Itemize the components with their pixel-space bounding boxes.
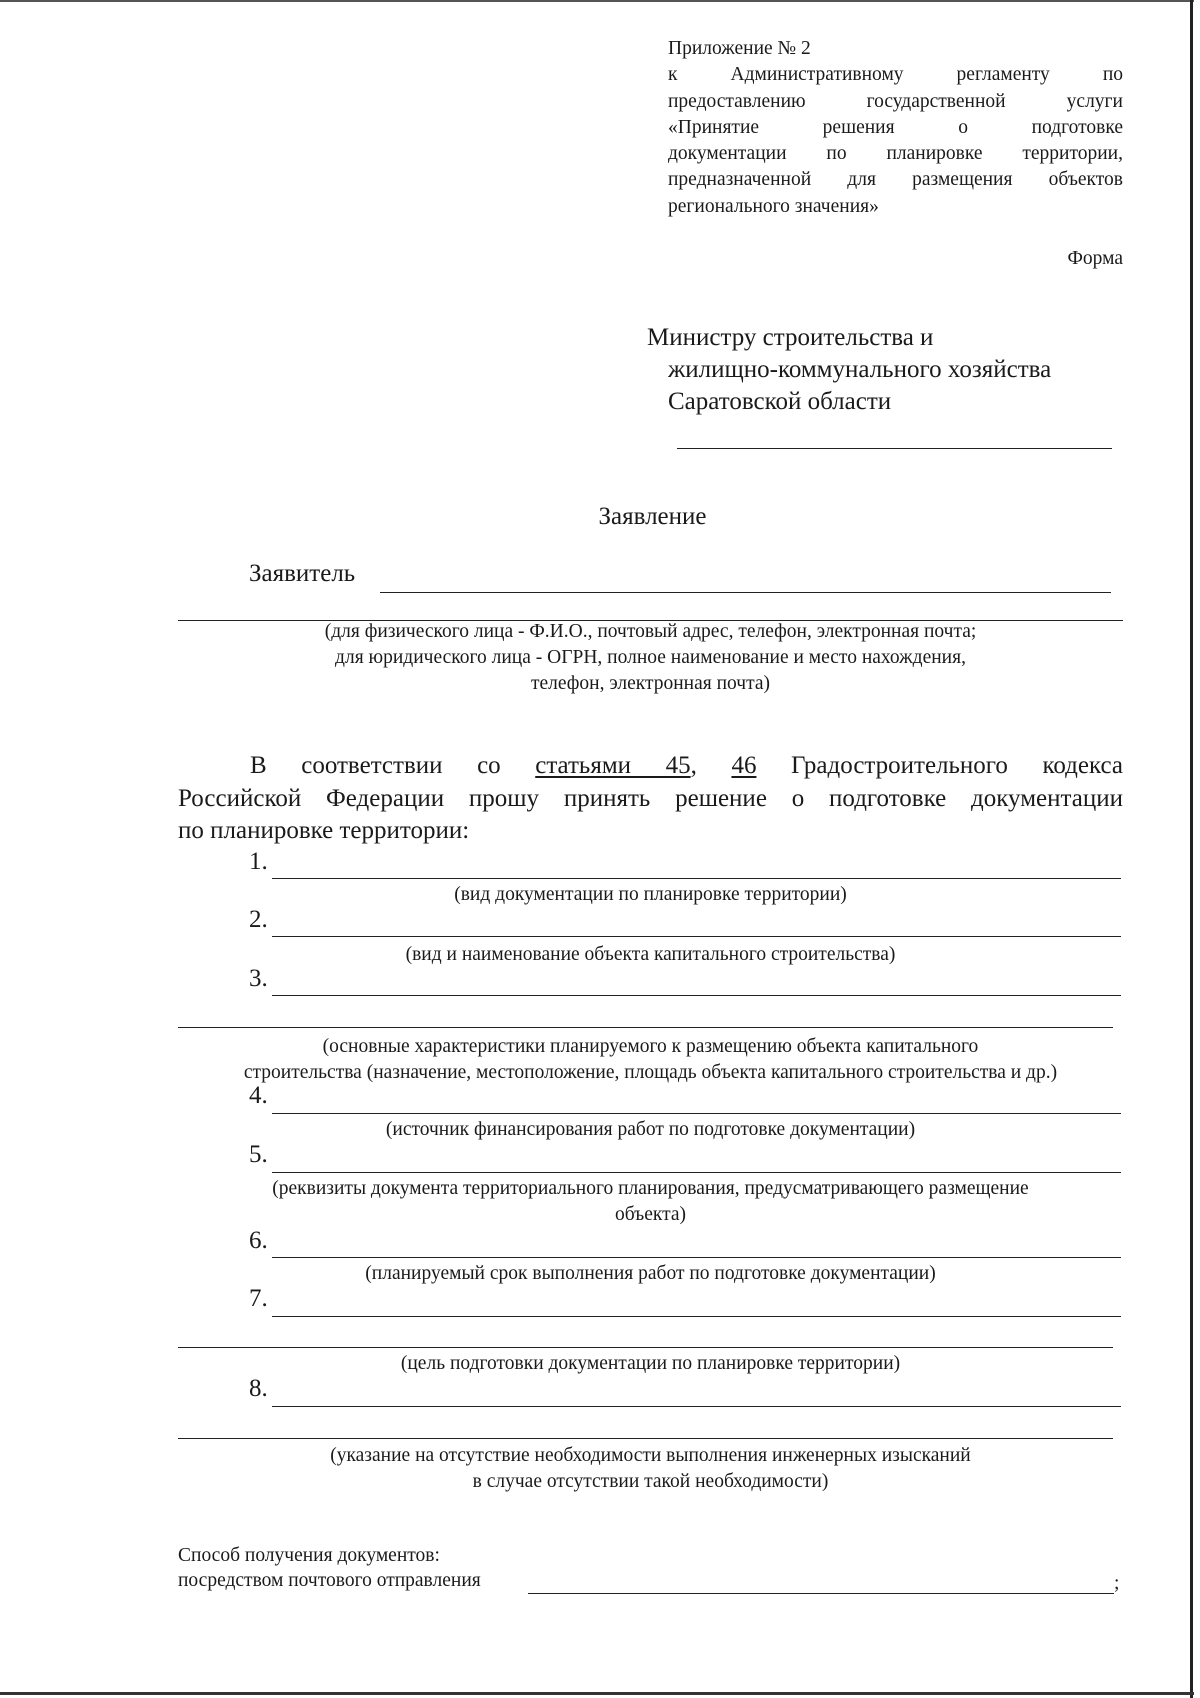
item-note-3-line: строительства (назначение, местоположение, площадь объекта капитального строительства и др.) xyxy=(243,1062,1058,1083)
appendix-line: регионального значения» xyxy=(668,195,879,217)
appendix-line: «Принятие решения о подготовке xyxy=(668,116,1123,138)
item-note-5-line: объекта) xyxy=(614,1204,687,1225)
item-number-5: 5. xyxy=(249,1141,268,1168)
item-fill-line-8[interactable] xyxy=(272,1406,1121,1407)
applicant-fill-line[interactable] xyxy=(380,592,1111,593)
item-fill-line-7b[interactable] xyxy=(178,1347,1113,1348)
receipt-terminator: ; xyxy=(1114,1573,1120,1594)
item-note-6: (планируемый срок выполнения работ по подготовке документации) xyxy=(365,1263,936,1284)
item-note-3-line: (основные характеристики планируемого к размещению объекта капитального xyxy=(322,1036,979,1057)
item-fill-line-4[interactable] xyxy=(272,1113,1121,1114)
addressee-block xyxy=(647,322,1051,418)
appendix-heading: Приложение № 2 xyxy=(668,38,811,59)
applicant-note-line: (для физического лица - Ф.И.О., почтовый адрес, телефон, электронная почта; xyxy=(324,621,977,642)
item-number-3: 3. xyxy=(249,965,268,992)
item-number-2: 2. xyxy=(249,906,268,933)
appendix-line: предоставлению государственной услуги xyxy=(668,90,1123,112)
appendix-line: к Административному регламенту по xyxy=(668,64,1123,86)
receipt-heading: Способ получения документов: xyxy=(178,1545,440,1566)
appendix-block xyxy=(668,36,1123,220)
item-number-1: 1. xyxy=(249,848,268,875)
item-note-2: (вид и наименование объекта капитального строительства) xyxy=(405,944,896,965)
item-note-1: (вид документации по планировке территории) xyxy=(454,884,847,905)
item-fill-line-3[interactable] xyxy=(272,995,1121,996)
item-fill-line-1[interactable] xyxy=(272,878,1121,879)
scan-edge-bottom xyxy=(0,1692,1194,1695)
article-link-45[interactable]: статьями 45 xyxy=(535,752,691,779)
request-separator: , xyxy=(690,752,732,779)
request-line-1 xyxy=(178,750,1123,783)
item-fill-line-5[interactable] xyxy=(272,1172,1121,1173)
applicant-label: Заявитель xyxy=(249,560,356,587)
applicant-note xyxy=(178,619,1123,697)
item-fill-line-2[interactable] xyxy=(272,936,1121,937)
request-line-2: Российской Федерации прошу принять решение о подготовке документации xyxy=(178,784,1123,812)
receipt-option-label: посредством почтового отправления xyxy=(178,1570,481,1591)
applicant-note-line: для юридического лица - ОГРН, полное наименование и место нахождения, xyxy=(335,647,966,668)
addressee-line-3: Саратовской области xyxy=(668,388,892,415)
receipt-fill-line[interactable] xyxy=(528,1593,1114,1594)
item-number-7: 7. xyxy=(249,1285,268,1312)
item-number-4: 4. xyxy=(249,1082,268,1109)
item-note-7: (цель подготовки документации по планировке территории) xyxy=(400,1353,901,1374)
request-line-3: по планировке территории: xyxy=(178,817,470,844)
addressee-fill-line[interactable] xyxy=(677,448,1112,449)
scan-edge-top xyxy=(0,0,1194,2)
item-note-3 xyxy=(178,1034,1123,1086)
item-note-8-line: (указание на отсутствие необходимости выполнения инженерных изысканий xyxy=(330,1445,971,1466)
item-note-8-line: в случае отсутствии такой необходимости) xyxy=(472,1471,829,1492)
request-text: Градостроительного кодекса xyxy=(756,752,1123,779)
item-note-5-line: (реквизиты документа территориального планирования, предусматривающего размещение xyxy=(272,1178,1029,1199)
item-number-6: 6. xyxy=(249,1227,268,1254)
appendix-line: предназначенной для размещения объектов xyxy=(668,169,1123,191)
scan-edge-right xyxy=(1190,0,1193,1698)
item-fill-line-6[interactable] xyxy=(272,1257,1121,1258)
item-note-4: (источник финансирования работ по подготовке документации) xyxy=(385,1119,916,1140)
request-paragraph xyxy=(178,750,1123,848)
request-text: В соответствии со xyxy=(250,752,536,779)
item-number-8: 8. xyxy=(249,1375,268,1402)
item-note-8 xyxy=(178,1443,1123,1495)
addressee-line-1: Министру строительства и xyxy=(647,324,934,351)
article-link-46[interactable]: 46 xyxy=(731,752,757,779)
appendix-line: документации по планировке территории, xyxy=(668,143,1123,165)
item-fill-line-8b[interactable] xyxy=(178,1438,1113,1439)
item-fill-line-7[interactable] xyxy=(272,1316,1121,1317)
form-label: Форма xyxy=(1067,248,1123,269)
applicant-note-line: телефон, электронная почта) xyxy=(530,673,771,694)
addressee-line-2: жилищно-коммунального хозяйства xyxy=(668,356,1052,383)
item-note-5 xyxy=(178,1176,1123,1228)
item-fill-line-3b[interactable] xyxy=(178,1027,1113,1028)
document-title: Заявление xyxy=(598,503,707,530)
